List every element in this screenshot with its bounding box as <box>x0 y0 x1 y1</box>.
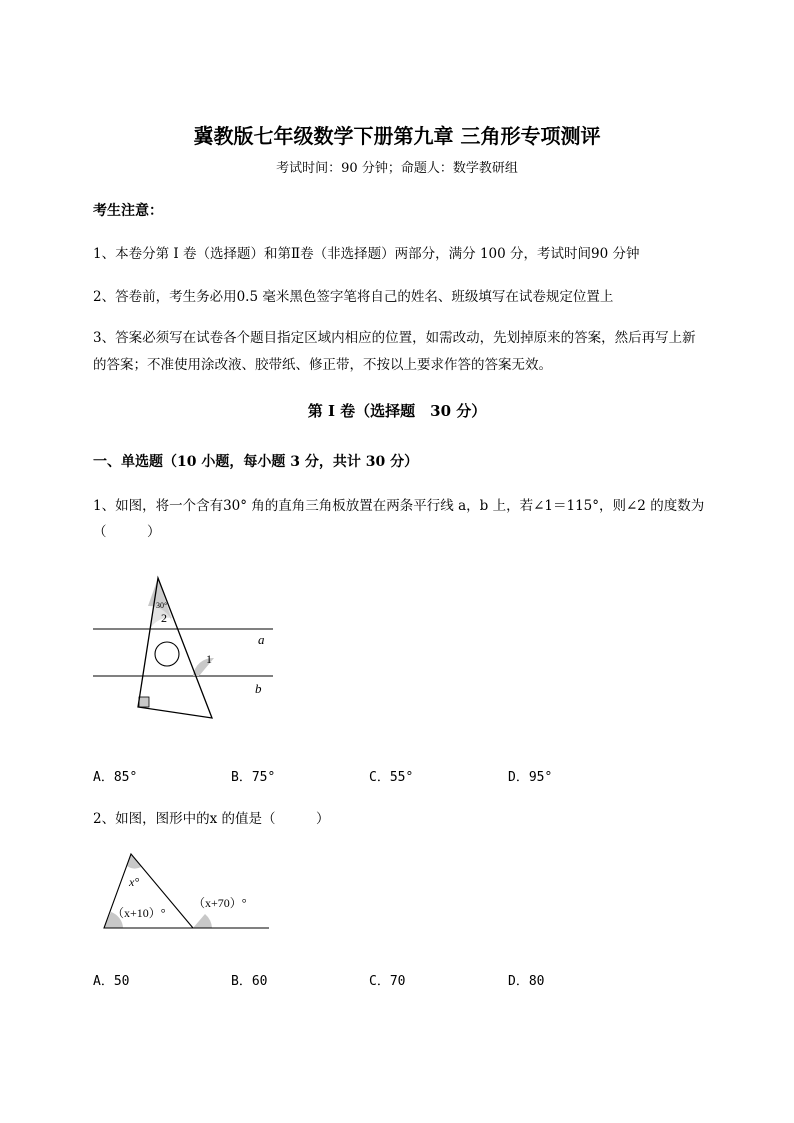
label-angle-2: 2 <box>161 611 167 625</box>
ruler-hole <box>155 642 179 666</box>
label-b: b <box>255 681 262 696</box>
notice-item-3-cont: 的答案；不准使用涂改液、胶带纸、修正带，不按以上要求作答的答案无效。 <box>93 357 552 373</box>
question-1-option-c[interactable]: C．55° <box>369 770 414 785</box>
notice-heading: 考生注意： <box>93 203 163 219</box>
label-x-plus-70: （x+70）° <box>193 896 247 910</box>
exterior-angle-mark <box>193 914 212 928</box>
question-1-blank: （ ） <box>93 524 161 540</box>
part-heading: 一、单选题（10 小题，每小题 3 分，共计 30 分） <box>93 454 419 470</box>
page-title: 冀教版七年级数学下册第九章 三角形专项测评 <box>193 124 601 148</box>
notice-item-1: 1、本卷分第 I 卷（选择题）和第Ⅱ卷（非选择题）两部分，满分 100 分，考试时间90 分钟 <box>93 246 640 262</box>
notice-item-3: 3、答案必须写在试卷各个题目指定区域内相应的位置，如需改动，先划掉原来的答案，然后再写上新 <box>93 330 696 346</box>
label-x: x° <box>129 875 140 889</box>
question-2-option-a[interactable]: A．50 <box>93 974 130 989</box>
question-1-option-b[interactable]: B．75° <box>231 770 276 785</box>
question-1-option-a[interactable]: A．85° <box>93 770 138 785</box>
exam-info: 考试时间：90 分钟；命题人：数学教研组 <box>276 161 518 176</box>
question-2-option-b[interactable]: B．60 <box>231 974 268 989</box>
right-angle-mark <box>139 697 149 707</box>
question-1-stem: 1、如图，将一个含有30° 角的直角三角板放置在两条平行线 a，b 上，若∠1＝115°，则∠2 的度数为 <box>93 498 705 514</box>
angle-top-mark <box>127 854 141 869</box>
notice-item-2: 2、答卷前，考生务必用0.5 毫米黑色签字笔将自己的姓名、班级填写在试卷规定位置上 <box>93 289 614 305</box>
section-title: 第 I 卷（选择题 30 分） <box>307 402 487 420</box>
question-2-option-d[interactable]: D．80 <box>508 974 545 989</box>
question-1-option-d[interactable]: D．95° <box>508 770 553 785</box>
question-2-stem: 2、如图，图形中的x 的值是（ ） <box>93 811 330 827</box>
label-a: a <box>258 632 265 647</box>
question-2-option-c[interactable]: C．70 <box>369 974 406 989</box>
question-1-figure <box>88 570 278 722</box>
label-30-degree: 30° <box>156 601 168 610</box>
question-2-figure <box>96 848 274 933</box>
label-angle-1: 1 <box>206 652 212 666</box>
label-x-plus-10: （x+10）° <box>112 906 166 920</box>
